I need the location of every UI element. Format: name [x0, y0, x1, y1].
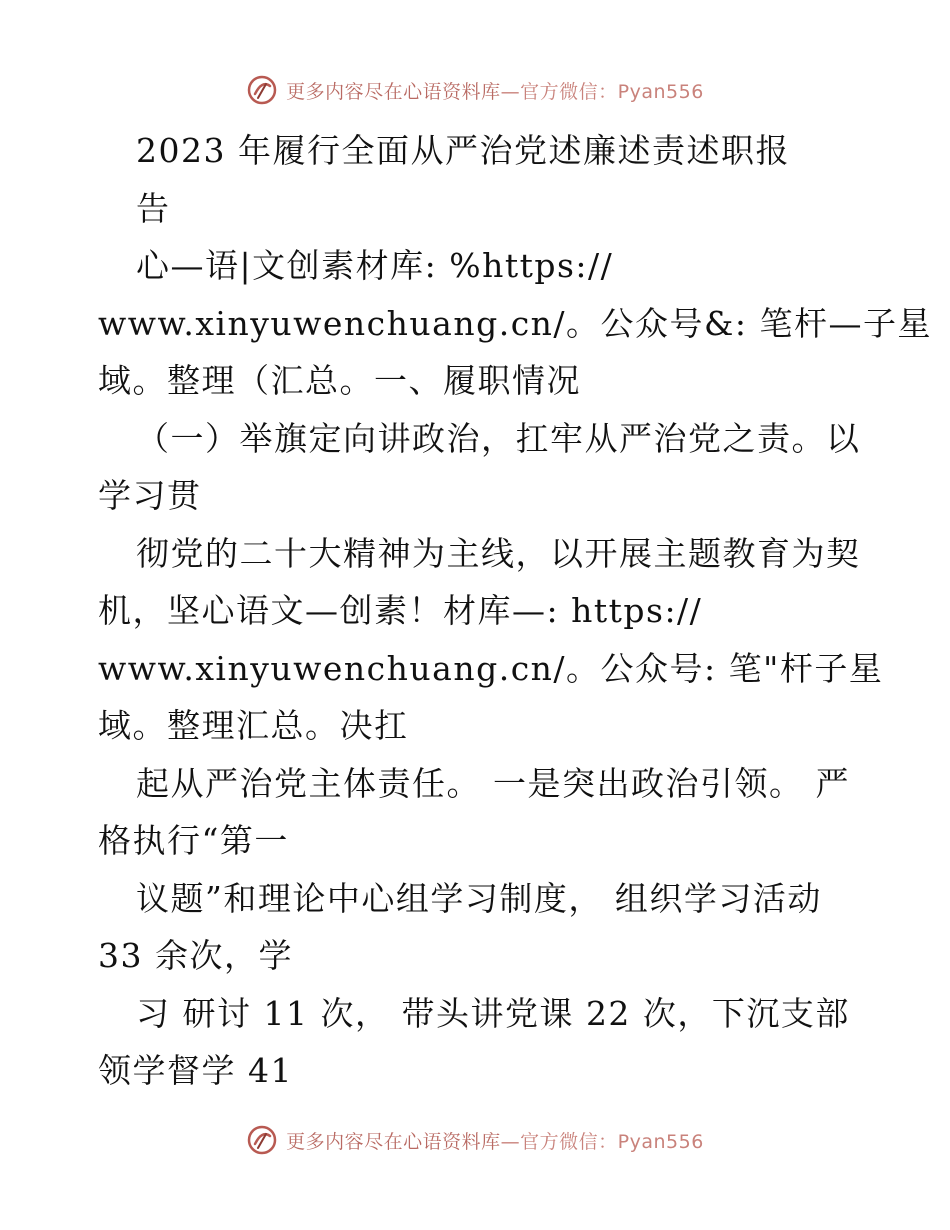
document-line: www.xinyuwenchuang.cn/。公众号&: 笔杆—子星 — [98, 303, 933, 343]
pen-swirl-icon — [246, 74, 278, 106]
document-line: 域。整理（汇总。一、履职情况 — [98, 361, 581, 400]
header-watermark-banner — [0, 70, 950, 110]
document-line: 33 余次，学 — [98, 936, 293, 975]
banner-text-main: 更多内容尽在心语资料库 — [286, 80, 501, 103]
document-line: 彻党的二十大精神为主线，以开展主题教育为契 — [136, 533, 861, 573]
document-line: 2023 年履行全面从严治党述廉述责述职报 — [136, 131, 790, 170]
banner-text-rest: —官方微信：Pyan556 — [500, 1130, 704, 1153]
footer-watermark-banner — [0, 1120, 950, 1160]
document-line: 议题”和理论中心组学习制度， 组织学习活动 — [136, 878, 822, 918]
document-line: 告 — [136, 188, 171, 228]
banner-text — [286, 77, 704, 104]
document-line: 学习贯 — [98, 476, 202, 515]
document-line: www.xinyuwenchuang.cn/。公众号: 笔"杆子星 — [98, 648, 884, 688]
document-line: 机，坚心语文—创素！材库—: https:// — [98, 591, 703, 630]
document-body — [98, 122, 933, 1100]
document-line: 域。整理汇总。决扛 — [98, 706, 409, 745]
document-line: （一）举旗定向讲政治，扛牢从严治党之责。以 — [136, 418, 861, 458]
document-line: 心—语|文创素材库: %https:// — [136, 246, 614, 285]
document-line: 格执行“第一 — [98, 821, 289, 860]
banner-text-main: 更多内容尽在心语资料库 — [286, 1130, 501, 1153]
document-line: 领学督学 41 — [98, 1051, 293, 1090]
banner-text-rest: —官方微信：Pyan556 — [500, 80, 704, 103]
document-line: 起从严治党主体责任。 一是突出政治引领。 严 — [136, 763, 850, 803]
pen-swirl-icon — [246, 1124, 278, 1156]
document-line: 习 研讨 11 次， 带头讲党课 22 次，下沉支部 — [136, 993, 850, 1033]
banner-text — [286, 1127, 704, 1154]
